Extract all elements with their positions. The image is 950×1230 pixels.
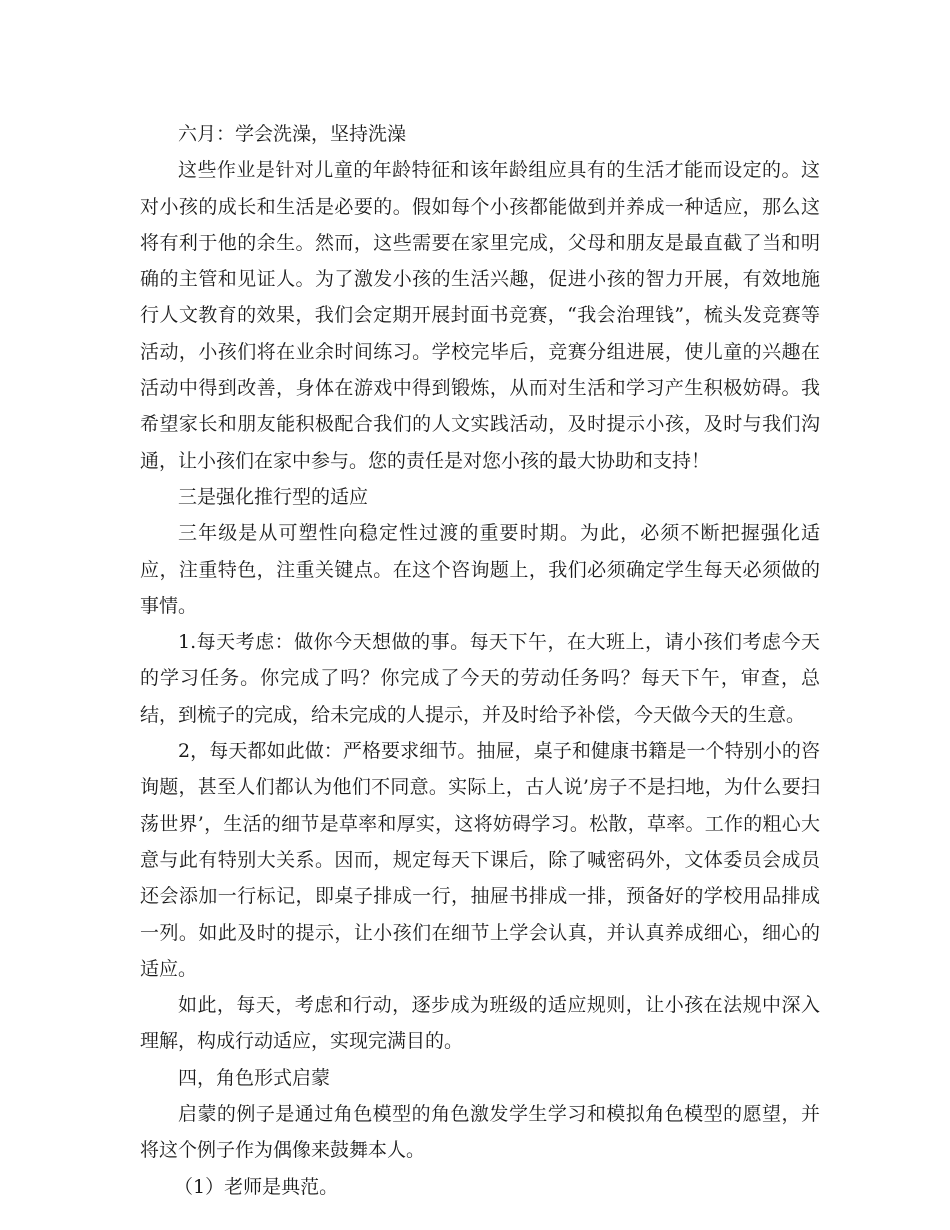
paragraph-teacher-model: （1）老师是典范。 bbox=[174, 1175, 339, 1198]
paragraph-june-heading: 六月：学会洗澡，坚持洗澡 bbox=[178, 123, 407, 145]
paragraph-homework-purpose: 这些作业是针对儿童的年龄特征和该年龄组应具有的生活才能而设定的。这对小孩的成长和生活是必要的。假如每个小孩都能做到并养成一种适应，那么这将有利于他的余生。然而，这些需要在家里完成，父母和朋友是最直截了当和明确的主管和见证人。为了激发小孩的生活兴趣，促进小孩的智力开展，有效地施行人文教育的效果，我们会定期开展封面书竞赛，“我会治理钱”，梳头发竞赛等活动，小孩们将在业余时间练习。学校完毕后，竞赛分组进展，使儿童的兴趣在活动中得到改善，身体在游戏中得到锻炼，从而对生活和学习产生积极妨碍。我希望家长和朋友能积极配合我们的人文实践活动，及时提示小孩，及时与我们沟通，让小孩们在家中参与。您的责任是对您小孩的最大协助和支持！ bbox=[140, 159, 820, 472]
paragraph-item-daily-details: 2，每天都如此做：严格要求细节。抽屉，桌子和健康书籍是一个特别小的咨询题，甚至人们都认为他们不同意。实际上，古人说’房子不是扫地，为什么要扫荡世界’，生活的细节是草率和厚实，这将妨碍学习。松散，草率。工作的粗心大意与此有特别大关系。因而，规定每天下课后，除了喊密码外，文体委员会成员还会添加一行标记，即桌子排成一行，抽屉书排成一排，预备好的学校用品排成一列。如此及时的提示，让小孩们在细节上学会认真，并认真养成细心，细心的适应。 bbox=[140, 740, 820, 980]
paragraph-daily-summary: 如此，每天，考虑和行动，逐步成为班级的适应规则，让小孩在法规中深入理解，构成行动适应，实现完满目的。 bbox=[140, 994, 820, 1053]
paragraph-section-three-heading: 三是强化推行型的适应 bbox=[178, 485, 369, 508]
paragraph-role-model-intro: 启蒙的例子是通过角色模型的角色激发学生学习和模拟角色模型的愿望，并将这个例子作为偶像来鼓舞本人。 bbox=[140, 1103, 820, 1162]
paragraph-item-daily-reflection: 1.每天考虑：做你今天想做的事。每天下午，在大班上，请小孩们考虑今天的学习任务。你完成了吗？你完成了今天的劳动任务吗？每天下午，审查，总结，到梳子的完成，给未完成的人提示，并及时给予补偿，今天做今天的生意。 bbox=[140, 631, 820, 726]
paragraph-section-four-heading: 四，角色形式启蒙 bbox=[178, 1066, 331, 1089]
paragraph-grade-three-transition: 三年级是从可塑性向稳定性过渡的重要时期。为此，必须不断把握强化适应，注重特色，注重关键点。在这个咨询题上，我们必须确定学生每天必须做的事情。 bbox=[140, 522, 820, 617]
document-body bbox=[140, 116, 820, 1205]
